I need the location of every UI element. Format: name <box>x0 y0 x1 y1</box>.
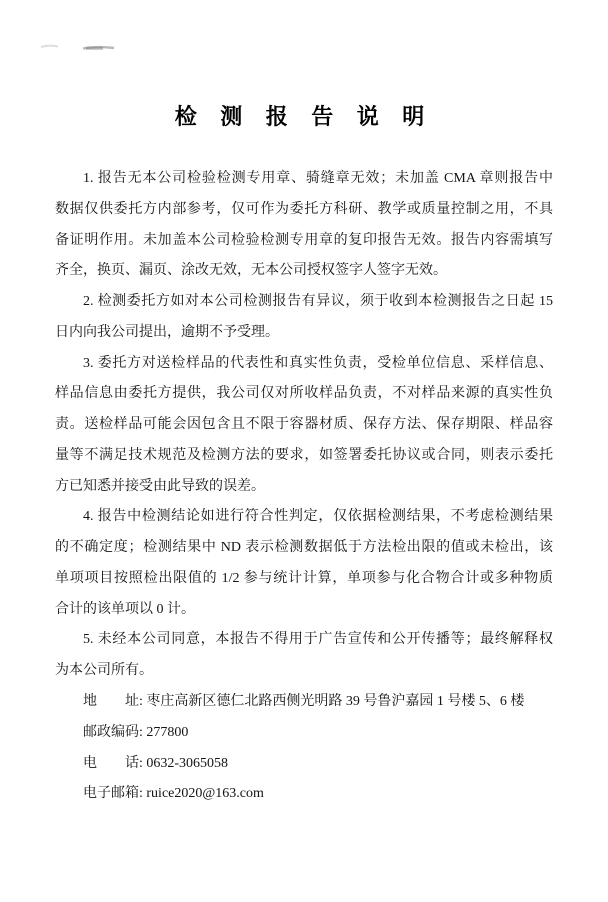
text-line: 的不确定度；检测结果中 ND 表示检测数据低于方法检出限的值或未检出，该 <box>55 540 553 555</box>
text-line: 责。送检样品可能会因包含且不限于容器材质、保存方法、保存期限、样品容 <box>55 417 553 432</box>
contact-block <box>55 687 575 810</box>
contact-label: 电子邮箱: <box>83 786 143 802</box>
text-line: 为本公司所有。 <box>55 663 153 678</box>
text-line: 量等不满足技术规范及检测方法的要求，如签署委托协议或合同，则表示委托 <box>55 447 553 463</box>
text-line: 4. 报告中检测结论如进行符合性判定，仅依据检测结果，不考虑检测结果 <box>83 509 553 525</box>
contact-value: 277800 <box>142 724 189 740</box>
contact-value: ruice2020@163.com <box>142 786 264 802</box>
text-line: 样品信息由委托方提供，我公司仅对所收样品负责，不对样品来源的真实性负 <box>55 386 553 402</box>
text-line: 2. 检测委托方如对本公司检测报告有异议，须于收到本检测报告之日起 15 <box>83 294 553 309</box>
contact-label: 电 话: <box>83 755 143 771</box>
text-line: 日内向我公司提出，逾期不予受理。 <box>55 324 279 340</box>
contact-label: 邮政编码: <box>83 724 143 740</box>
contact-value: 枣庄高新区德仁北路西侧光明路 39 号鲁沪嘉园 1 号楼 5、6 楼 <box>142 694 525 709</box>
contact-line <box>55 718 575 749</box>
paragraph-2 <box>55 287 553 349</box>
contact-value: 0632-3065058 <box>142 755 229 771</box>
text-line: 5. 未经本公司同意，本报告不得用于广告宣传和公开传播等；最终解释权 <box>83 632 553 648</box>
text-line: 3. 委托方对送检样品的代表性和真实性负责，受检单位信息、采样信息、 <box>83 355 553 371</box>
text-line: 数据仅供委托方内部参考，仅可作为委托方科研、教学或质量控制之用，不具 <box>55 201 553 217</box>
paragraph-4 <box>55 502 553 625</box>
paragraph-5 <box>55 625 553 687</box>
text-line: 备证明作用。未加盖本公司检验检测专用章的复印报告无效。报告内容需填写 <box>55 232 553 248</box>
text-line: 单项项目按照检出限值的 1/2 参与统计计算，单项参与化合物合计或多种物质 <box>55 570 553 586</box>
paragraph-1 <box>55 164 553 287</box>
contact-line <box>55 779 575 810</box>
paragraph-3 <box>55 349 553 503</box>
text-line: 齐全，换页、漏页、涂改无效，无本公司授权签字人签字无效。 <box>55 263 447 279</box>
text-line: 合计的该单项以 0 计。 <box>55 601 195 617</box>
contact-label: 地 址: <box>83 694 143 709</box>
contact-line <box>55 687 575 718</box>
report-body <box>55 164 553 687</box>
page-title: 检 测 报 告 说 明 <box>174 104 434 129</box>
scan-smudge-mark <box>35 38 125 58</box>
text-line: 1. 报告无本公司检验检测专用章、骑缝章无效；未加盖 CMA 章则报告中 <box>83 171 553 186</box>
text-line: 方已知悉并接受由此导致的误差。 <box>55 478 265 494</box>
contact-line <box>55 749 575 780</box>
